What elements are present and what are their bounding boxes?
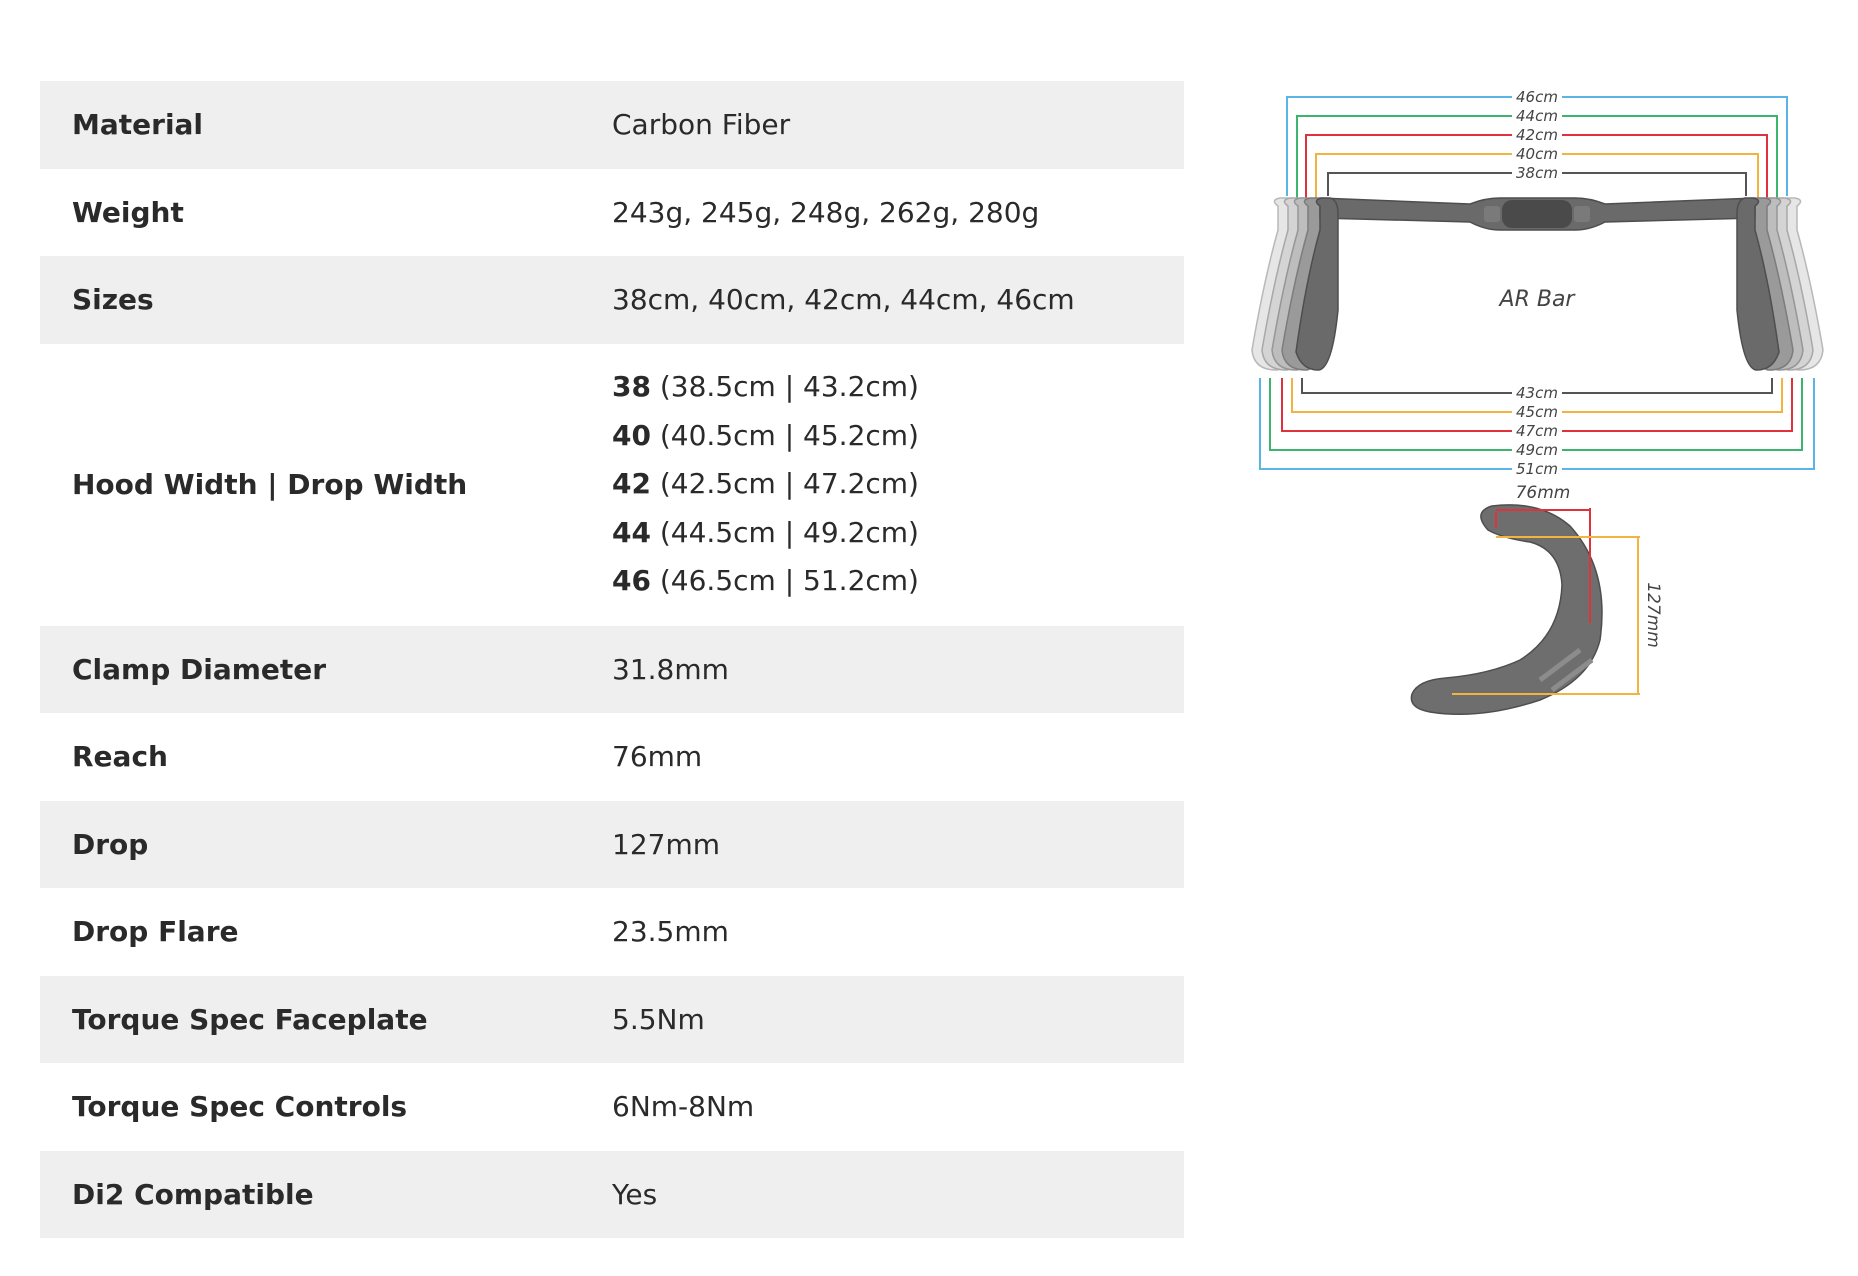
spec-row-sizes <box>40 256 1184 344</box>
size-number: 42 <box>612 467 651 501</box>
spec-value: 243g, 245g, 248g, 262g, 280g <box>612 195 1040 229</box>
size-number: 40 <box>612 418 651 452</box>
spec-label: Torque Spec Controls <box>72 1090 408 1124</box>
spec-row-hood-drop-width <box>40 344 1184 626</box>
spec-label: Drop <box>72 827 149 861</box>
top-width-label: 44cm <box>1516 107 1558 125</box>
reach-label: 76mm <box>1515 483 1571 503</box>
top-width-label: 42cm <box>1516 126 1558 144</box>
handlebar-diagram <box>1240 80 1830 730</box>
spec-row-di2-compatible <box>40 1151 1184 1239</box>
hood-width-line <box>612 509 1184 558</box>
spec-label: Hood Width | Drop Width <box>72 468 468 501</box>
top-width-label: 46cm <box>1516 88 1558 106</box>
spec-value: 5.5Nm <box>612 1002 705 1036</box>
spec-label: Reach <box>72 740 168 774</box>
bottom-width-label: 47cm <box>1516 422 1558 440</box>
spec-value: Carbon Fiber <box>612 108 791 142</box>
bottom-width-label: 45cm <box>1516 403 1558 421</box>
bottom-width-label: 49cm <box>1516 441 1558 459</box>
top-width-label: 40cm <box>1516 145 1558 163</box>
bottom-width-label: 43cm <box>1516 384 1558 402</box>
spec-row-material <box>40 81 1184 169</box>
spec-row-torque-faceplate <box>40 976 1184 1064</box>
hood-width-line <box>612 412 1184 461</box>
spec-value: 76mm <box>612 740 703 774</box>
size-dims: (40.5cm | 45.2cm) <box>650 418 919 452</box>
spec-value: 31.8mm <box>612 652 729 686</box>
size-number: 46 <box>612 564 651 598</box>
spec-value: 23.5mm <box>612 915 729 949</box>
spec-label: Torque Spec Faceplate <box>72 1002 428 1036</box>
bottom-width-label: 51cm <box>1516 460 1558 478</box>
spec-row-drop <box>40 801 1184 889</box>
spec-table <box>40 81 1184 1238</box>
drop-label: 127mm <box>1643 582 1663 648</box>
hood-width-line <box>612 557 1184 606</box>
spec-label: Clamp Diameter <box>72 652 327 686</box>
spec-row-clamp-diameter <box>40 626 1184 714</box>
hood-width-line <box>612 460 1184 509</box>
top-width-labels <box>1516 88 1558 182</box>
size-dims: (44.5cm | 49.2cm) <box>650 515 919 549</box>
size-number: 38 <box>612 370 651 404</box>
spec-label: Weight <box>72 195 184 229</box>
spec-value: Yes <box>612 1177 658 1211</box>
spec-row-drop-flare <box>40 888 1184 976</box>
spec-value: 127mm <box>612 827 720 861</box>
bottom-width-labels <box>1516 384 1558 478</box>
spec-row-torque-controls <box>40 1063 1184 1151</box>
handlebar-front-view <box>1252 198 1823 370</box>
top-width-label: 38cm <box>1516 164 1558 182</box>
spec-label: Drop Flare <box>72 915 239 949</box>
product-name-label: AR Bar <box>1499 287 1575 312</box>
spec-row-weight <box>40 169 1184 257</box>
spec-value <box>612 363 1184 606</box>
hood-width-line <box>612 363 1184 412</box>
spec-row-reach <box>40 713 1184 801</box>
size-dims: (42.5cm | 47.2cm) <box>650 467 919 501</box>
size-number: 44 <box>612 515 651 549</box>
spec-value: 38cm, 40cm, 42cm, 44cm, 46cm <box>612 283 1075 317</box>
spec-label: Material <box>72 108 204 142</box>
size-dims: (38.5cm | 43.2cm) <box>650 370 919 404</box>
size-dims: (46.5cm | 51.2cm) <box>650 564 919 598</box>
spec-label: Di2 Compatible <box>72 1177 314 1211</box>
handlebar-side-view <box>1411 483 1663 714</box>
spec-value: 6Nm-8Nm <box>612 1090 755 1124</box>
spec-label: Sizes <box>72 283 154 317</box>
